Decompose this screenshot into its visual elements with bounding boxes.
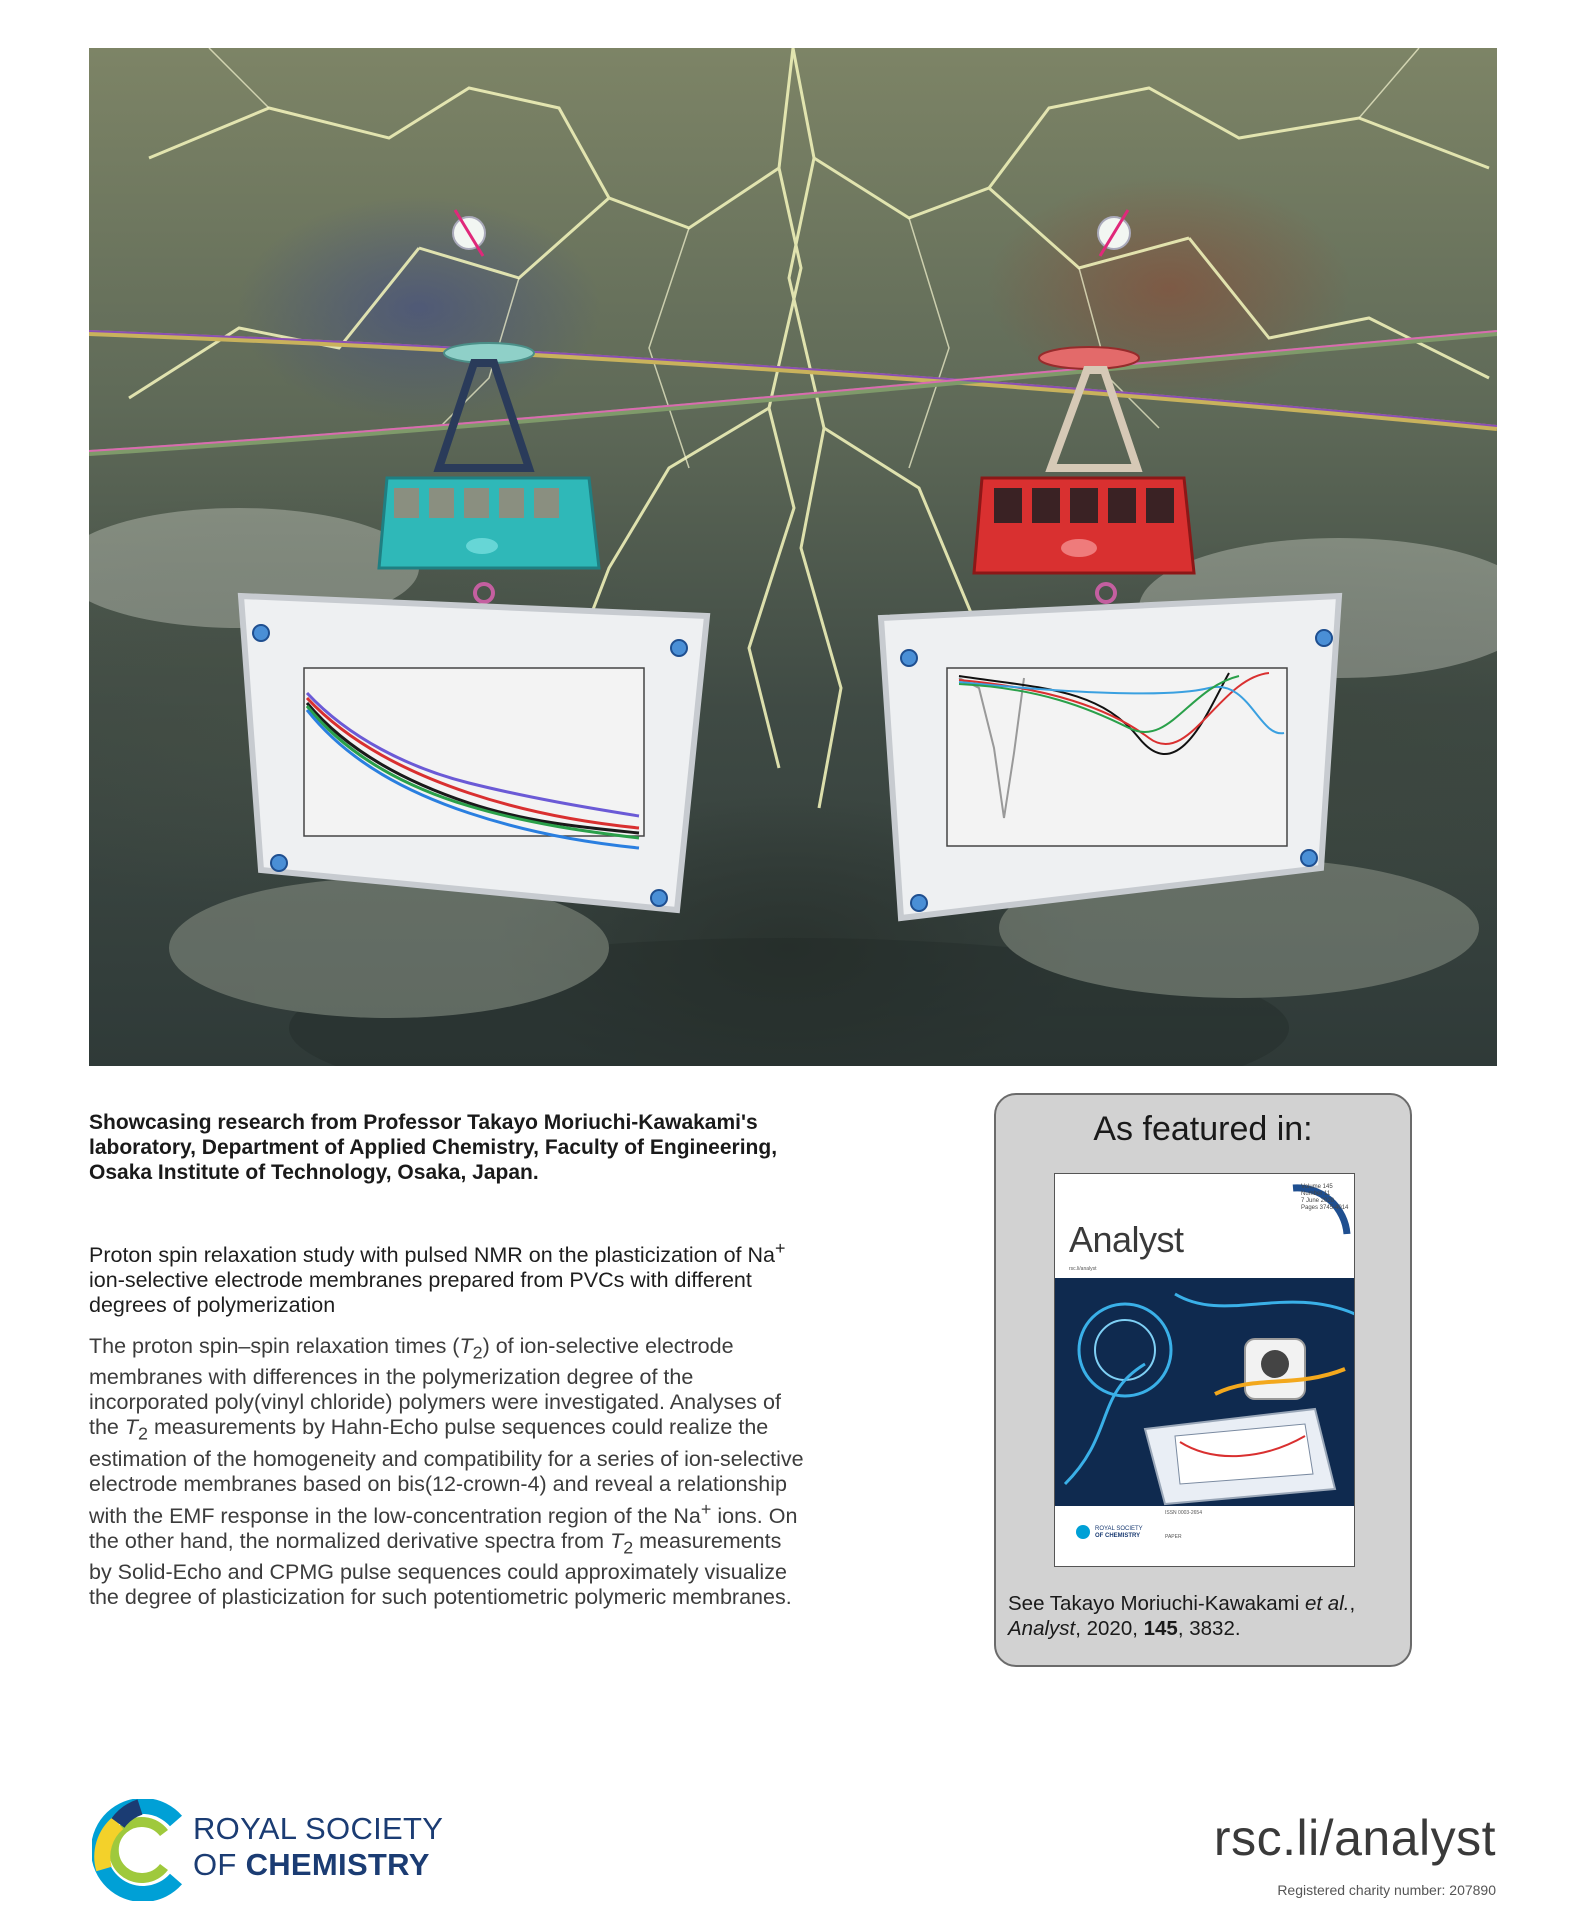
cover-art-image [89, 48, 1497, 1066]
society-name-bold: CHEMISTRY [245, 1847, 430, 1882]
journal-paper-label: PAPER [1165, 1534, 1182, 1540]
abstract-subscript: 2 [623, 1537, 634, 1558]
rsc-logo-icon [92, 1799, 188, 1901]
featured-heading: As featured in: [1093, 1110, 1313, 1148]
abstract-text: The proton spin–spin relaxation times ( [89, 1334, 460, 1358]
journal-url-small: rsc.li/analyst [1069, 1266, 1097, 1272]
cover-citation [1008, 1591, 1408, 1641]
article-title [89, 1236, 809, 1318]
society-name-line2 [193, 1848, 430, 1882]
showcase-heading: Showcasing research from Professor Takayo Moriuchi-Kawakami's laboratory, Department of Applied Chemistry, Faculty of Engineering, Osaka Institute of Technology, Osaka, Japan. [89, 1111, 778, 1184]
abstract-text: measurements by Solid-Echo and CPMG pulse sequences could approximately visualize the degree of plasticization for such potentiometric polymeric membranes. [89, 1528, 792, 1610]
cover-art-illustration [89, 48, 1497, 1066]
charity-number: Registered charity number: 207890 [1277, 1882, 1496, 1898]
volume-line: Volume 145 [1301, 1184, 1333, 1190]
journal-cover-thumbnail[interactable] [1054, 1173, 1355, 1567]
journal-name: Analyst [1069, 1219, 1184, 1260]
citation-journal: Analyst [1008, 1617, 1076, 1640]
article-title-part1: Proton spin relaxation study with pulsed NMR on the plasticization of Na [89, 1243, 775, 1268]
volume-line: 7 June 2020 [1301, 1198, 1335, 1204]
society-name-line1: ROYAL SOCIETY [193, 1811, 444, 1846]
volume-line: Pages 3745-4014 [1301, 1205, 1349, 1211]
publisher-logo-line: OF CHEMISTRY [1095, 1533, 1141, 1539]
journal-url-link[interactable]: rsc.li/analyst [1213, 1810, 1496, 1866]
article-abstract [89, 1334, 804, 1610]
citation-volume: 145 [1143, 1617, 1178, 1640]
abstract-text: ions. On the other hand, the normalized derivative spectra from [89, 1503, 798, 1553]
article-title-sup: + [774, 1238, 786, 1258]
citation-text: See Takayo Moriuchi-Kawakami [1008, 1592, 1305, 1615]
article-title-part2: ion-selective electrode membranes prepared from PVCs with different degrees of polymerization [89, 1268, 752, 1318]
citation-text: , [1349, 1592, 1356, 1615]
society-name-prefix: OF [193, 1847, 246, 1882]
abstract-subscript: 2 [138, 1423, 148, 1444]
journal-issn: ISSN 0003-2654 [1165, 1510, 1202, 1516]
abstract-superscript: + [700, 1498, 712, 1519]
journal-volume-info [1301, 1184, 1348, 1212]
publisher-logo-line: ROYAL SOCIETY [1095, 1526, 1143, 1532]
citation-year: , 2020, [1075, 1617, 1144, 1640]
abstract-symbol-T: T [459, 1334, 473, 1358]
abstract-text: measurements by Hahn-Echo pulse sequences could realize the estimation of the homogeneity and compatibility for a series of ion-selective electrode membranes based on bis(12-crown-4) and reveal a relationship with the EMF response in the low-concentration region of the Na [89, 1415, 804, 1528]
featured-box [994, 1093, 1412, 1667]
abstract-subscript: 2 [472, 1342, 483, 1363]
abstract-symbol-T: T [610, 1528, 624, 1553]
citation-pages: , 3832. [1177, 1617, 1241, 1640]
abstract-text: ) of ion-selective electrode membranes with differences in the polymerization degree of the incorporated poly(vinyl chloride) polymers were investigated. Analyses of the [89, 1334, 781, 1440]
citation-etal: et al. [1305, 1592, 1350, 1615]
journal-publisher-logo [1095, 1526, 1143, 1540]
volume-line: Number 11 [1301, 1191, 1331, 1197]
abstract-symbol-T: T [124, 1415, 139, 1440]
